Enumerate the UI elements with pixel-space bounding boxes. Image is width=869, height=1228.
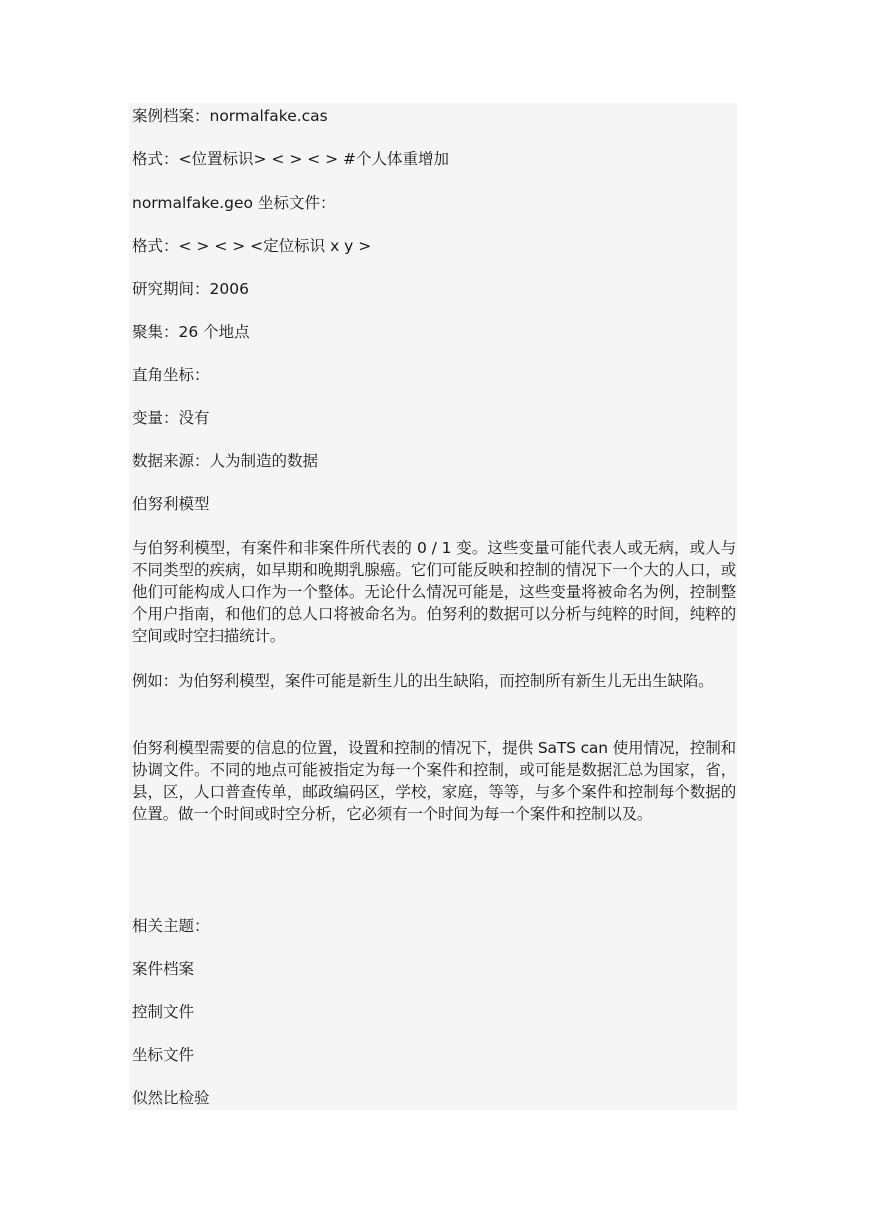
clusters-line: 聚集：26 个地点 (132, 323, 250, 341)
paragraph-example: 例如：为伯努利模型，案件可能是新生儿的出生缺陷，而控制所有新生儿无出生缺陷。 (132, 672, 714, 690)
related-link-likelihood-ratio[interactable]: 似然比检验 (132, 1089, 210, 1107)
cartesian-line: 直角坐标： (132, 366, 210, 384)
case-format-line: 格式：<位置标识> < > < > #个人体重增加 (132, 150, 450, 168)
case-file-line: 案例档案：normalfake.cas (132, 107, 328, 125)
data-source-line: 数据来源：人为制造的数据 (132, 452, 319, 470)
paragraph-requirements: 伯努利模型需要的信息的位置，设置和控制的情况下，提供 SaTS can 使用情况，控制和协调文件。不同的地点可能被指定为每一个案件和控制，或可能是数据汇总为国家，省，县，区，人口普查传单，邮政编码区，学校，家庭，等等，与多个案件和控制每个数据的位置。做一个时间或时空分析，它必须有一个时间为每一个案件和控制以及。 (132, 739, 736, 823)
related-link-coordinates-file[interactable]: 坐标文件 (132, 1046, 195, 1064)
model-title: 伯努利模型 (132, 495, 210, 513)
related-link-case-file[interactable]: 案件档案 (132, 960, 195, 978)
study-period-line: 研究期间：2006 (132, 280, 249, 298)
paragraph-bernoulli-intro: 与伯努利模型，有案件和非案件所代表的 0 / 1 变。这些变量可能代表人或无病，或人与不同类型的疾病，如早期和晚期乳腺癌。它们可能反映和控制的情况下一个大的人口，或他们可能构成人口作为一个整体。无论什么情况可能是，这些变量将被命名为例，控制整个用户指南，和他们的总人口将被命名为。伯努利的数据可以分析与纯粹的时间，纯粹的空间或时空扫描统计。 (132, 539, 736, 645)
covariates-line: 变量：没有 (132, 409, 210, 427)
related-link-control-file[interactable]: 控制文件 (132, 1003, 195, 1021)
related-topics-title: 相关主题： (132, 917, 210, 935)
geo-file-line: normalfake.geo 坐标文件： (132, 194, 336, 212)
geo-format-line: 格式：< > < > <定位标识 x y > (132, 237, 372, 255)
